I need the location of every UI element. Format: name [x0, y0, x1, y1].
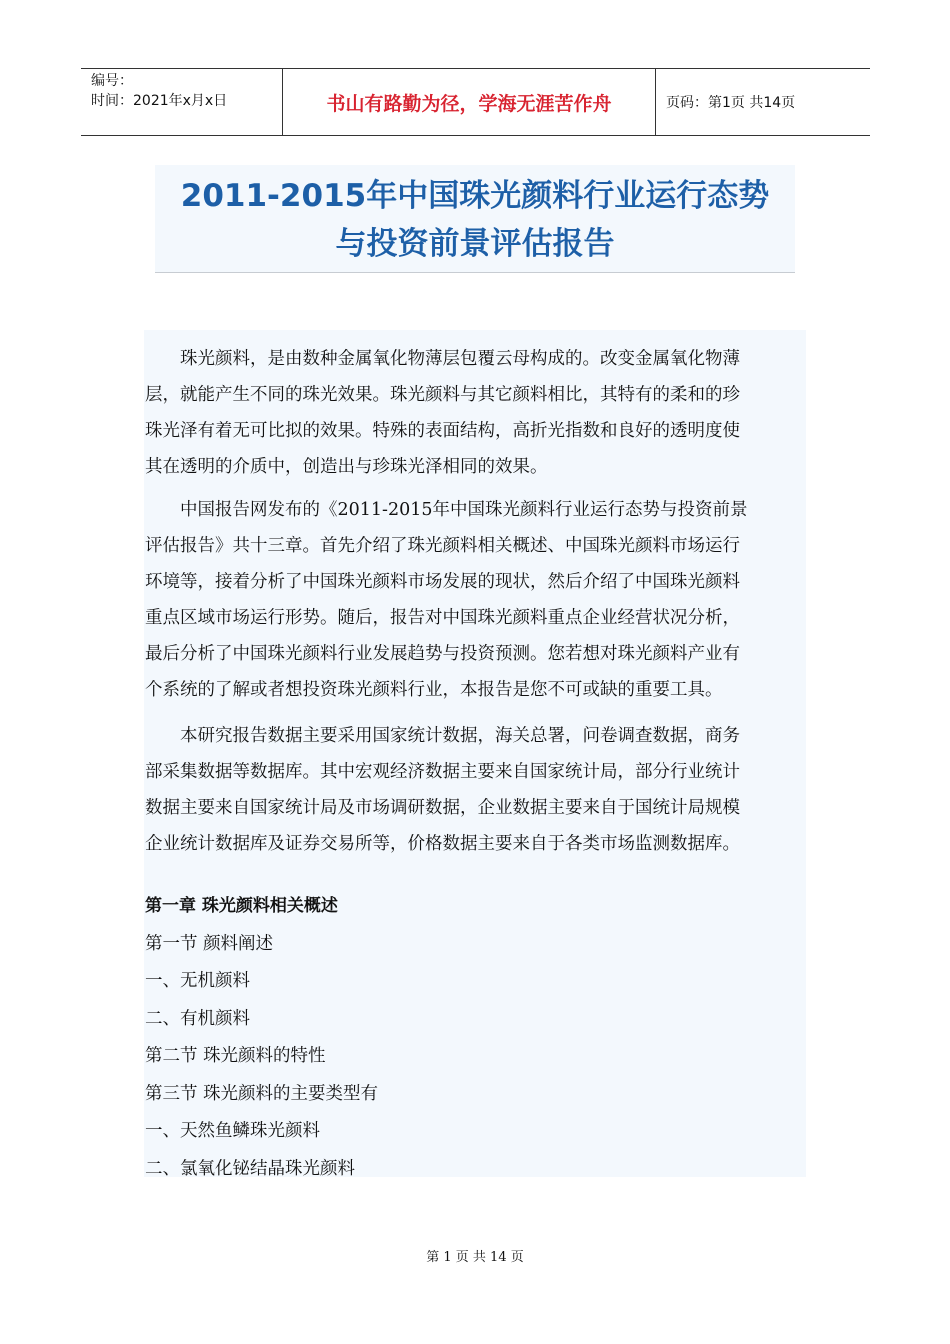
- paragraph-line: 环境等，接着分析了中国珠光颜料市场发展的现状，然后介绍了中国珠光颜料: [145, 572, 740, 592]
- number-label: 编号：: [91, 73, 133, 89]
- document-title: [155, 165, 795, 273]
- paragraph-line: 珠光泽有着无可比拟的效果。特殊的表面结构，高折光指数和良好的透明度使: [145, 421, 740, 441]
- toc-chapter-heading: 第一章 珠光颜料相关概述: [145, 896, 338, 916]
- page-footer: 第 1 页 共 14 页: [426, 1250, 524, 1265]
- paragraph-line: 最后分析了中国珠光颜料行业发展趋势与投资预测。您若想对珠光颜料产业有: [145, 644, 740, 664]
- toc-item: 第三节 珠光颜料的主要类型有: [145, 1083, 379, 1104]
- paragraph-line: 本研究报告数据主要采用国家统计数据，海关总署，问卷调查数据，商务: [145, 726, 740, 746]
- header-table: [81, 68, 870, 136]
- time-label: 时间：2021年x月x日: [91, 93, 228, 109]
- paragraph-line: 中国报告网发布的《2011-2015年中国珠光颜料行业运行态势与投资前景: [145, 500, 748, 520]
- paragraph-line: 层，就能产生不同的珠光效果。珠光颜料与其它颜料相比，其特有的柔和的珍: [145, 385, 740, 405]
- toc-item: 第一节 颜料阐述: [145, 933, 274, 954]
- title-line-1: 2011-2015年中国珠光颜料行业运行态势: [180, 178, 770, 214]
- paragraph-line: 重点区域市场运行形势。随后，报告对中国珠光颜料重点企业经营状况分析，: [145, 608, 740, 628]
- toc-item: 一、无机颜料: [145, 971, 250, 991]
- paragraph-line: 数据主要来自国家统计局及市场调研数据，企业数据主要来自于国统计局规模: [145, 798, 740, 818]
- paragraph-line: 其在透明的介质中，创造出与珍珠光泽相同的效果。: [145, 457, 548, 477]
- toc-item: 二、氯氧化铋结晶珠光颜料: [145, 1158, 355, 1179]
- header-meta: [81, 69, 282, 135]
- paragraph-line: 个系统的了解或者想投资珠光颜料行业，本报告是您不可或缺的重要工具。: [145, 680, 723, 700]
- title-line-2: 与投资前景评估报告: [335, 226, 615, 262]
- toc-item: 第二节 珠光颜料的特性: [145, 1046, 326, 1066]
- paragraph-line: 评估报告》共十三章。首先介绍了珠光颜料相关概述、中国珠光颜料市场运行: [145, 536, 740, 556]
- paragraph-line: 企业统计数据库及证券交易所等，价格数据主要来自于各类市场监测数据库。: [145, 834, 740, 854]
- paragraph-line: 部采集数据等数据库。其中宏观经济数据主要来自国家统计局，部分行业统计: [145, 762, 740, 782]
- motto: 书山有路勤为径，学海无涯苦作舟: [282, 69, 656, 135]
- paragraph-2: [145, 492, 805, 708]
- page-info: 页码：第1页 共14页: [666, 95, 796, 111]
- paragraph-line: 珠光颜料，是由数种金属氧化物薄层包覆云母构成的。改变金属氧化物薄: [145, 349, 740, 369]
- paragraph-3: [145, 718, 805, 862]
- toc-item: 二、有机颜料: [145, 1008, 250, 1029]
- table-of-contents: [145, 888, 745, 1188]
- paragraph-1: [145, 341, 805, 485]
- toc-item: 一、天然鱼鳞珠光颜料: [145, 1121, 320, 1141]
